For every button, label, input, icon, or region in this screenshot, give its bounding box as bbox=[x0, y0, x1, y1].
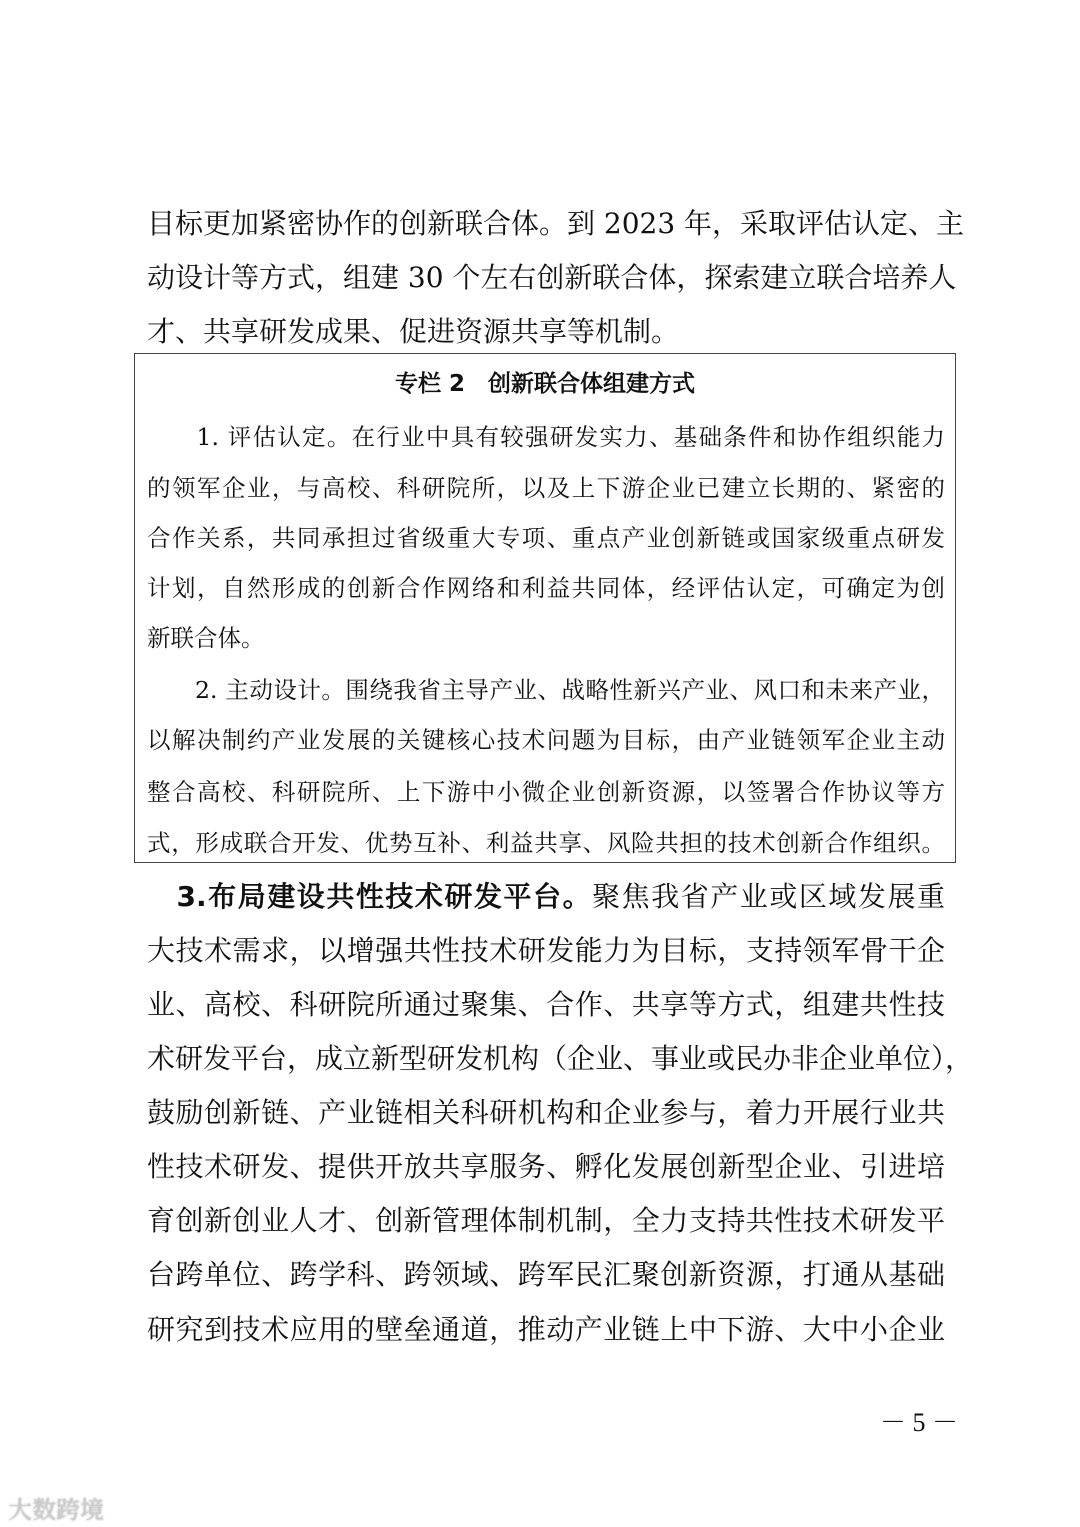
text-line: 的领军企业，与高校、科研院所，以及上下游企业已建立长期的、紧密的 bbox=[147, 474, 945, 502]
column-box-title: 专栏 2 创新联合体组建方式 bbox=[394, 371, 695, 397]
text-span: 聚焦我省产业或区域发展重 bbox=[592, 880, 945, 913]
text-line: 才、共享研发成果、促进资源共享等机制。 bbox=[147, 315, 680, 348]
text-line: 术研发平台，成立新型研发机构（企业、事业或民办非企业单位）， bbox=[147, 1042, 974, 1075]
text-line: 以解决制约产业发展的关键核心技术问题为目标，由产业链领军企业主动 bbox=[147, 726, 945, 754]
text-line: 2. 主动设计。围绕我省主导产业、战略性新兴产业、风口和未来产业， bbox=[147, 676, 945, 704]
text-line: 研究到技术应用的壁垒通道，推动产业链上中下游、大中小企业 bbox=[147, 1313, 945, 1346]
text-line: 性技术研发、提供开放共享服务、孵化发展创新型企业、引进培 bbox=[147, 1150, 945, 1183]
text-line: 1. 评估认定。在行业中具有较强研发实力、基础条件和协作组织能力 bbox=[147, 423, 945, 451]
section-heading: 3.布局建设共性技术研发平台。 bbox=[147, 880, 593, 913]
text-line: 鼓励创新链、产业链相关科研机构和企业参与，着力开展行业共 bbox=[147, 1096, 945, 1129]
text-line: 育创新创业人才、创新管理体制机制，全力支持共性技术研发平 bbox=[147, 1204, 945, 1237]
watermark-logo bbox=[8, 1490, 104, 1525]
text-line: 式，形成联合开发、优势互补、利益共享、风险共担的技术创新合作组织。 bbox=[147, 829, 945, 857]
text-line: 新联合体。 bbox=[147, 624, 265, 652]
text-line: 整合高校、科研院所、上下游中小微企业创新资源，以签署合作协议等方 bbox=[147, 778, 945, 806]
text-line: 目标更加紧密协作的创新联合体。到 2023 年，采取评估认定、主 bbox=[147, 207, 965, 240]
text-line bbox=[147, 870, 945, 924]
text-line: 合作关系，共同承担过省级重大专项、重点产业创新链或国家级重点研发 bbox=[147, 524, 945, 552]
text-line: 台跨单位、跨学科、跨领域、跨军民汇聚创新资源，打通从基础 bbox=[147, 1258, 945, 1291]
text-line: 业、高校、科研院所通过聚集、合作、共享等方式，组建共性技 bbox=[147, 988, 945, 1021]
watermark-text: 大数跨境 bbox=[8, 1496, 104, 1524]
text-line: 大技术需求，以增强共性技术研发能力为目标，支持领军骨干企 bbox=[147, 934, 945, 967]
page-number: － 5 － bbox=[880, 1408, 959, 1437]
text-line: 计划，自然形成的创新合作网络和利益共同体，经评估认定，可确定为创 bbox=[147, 574, 945, 602]
text-line: 动设计等方式，组建 30 个左右创新联合体，探索建立联合培养人 bbox=[147, 261, 957, 294]
